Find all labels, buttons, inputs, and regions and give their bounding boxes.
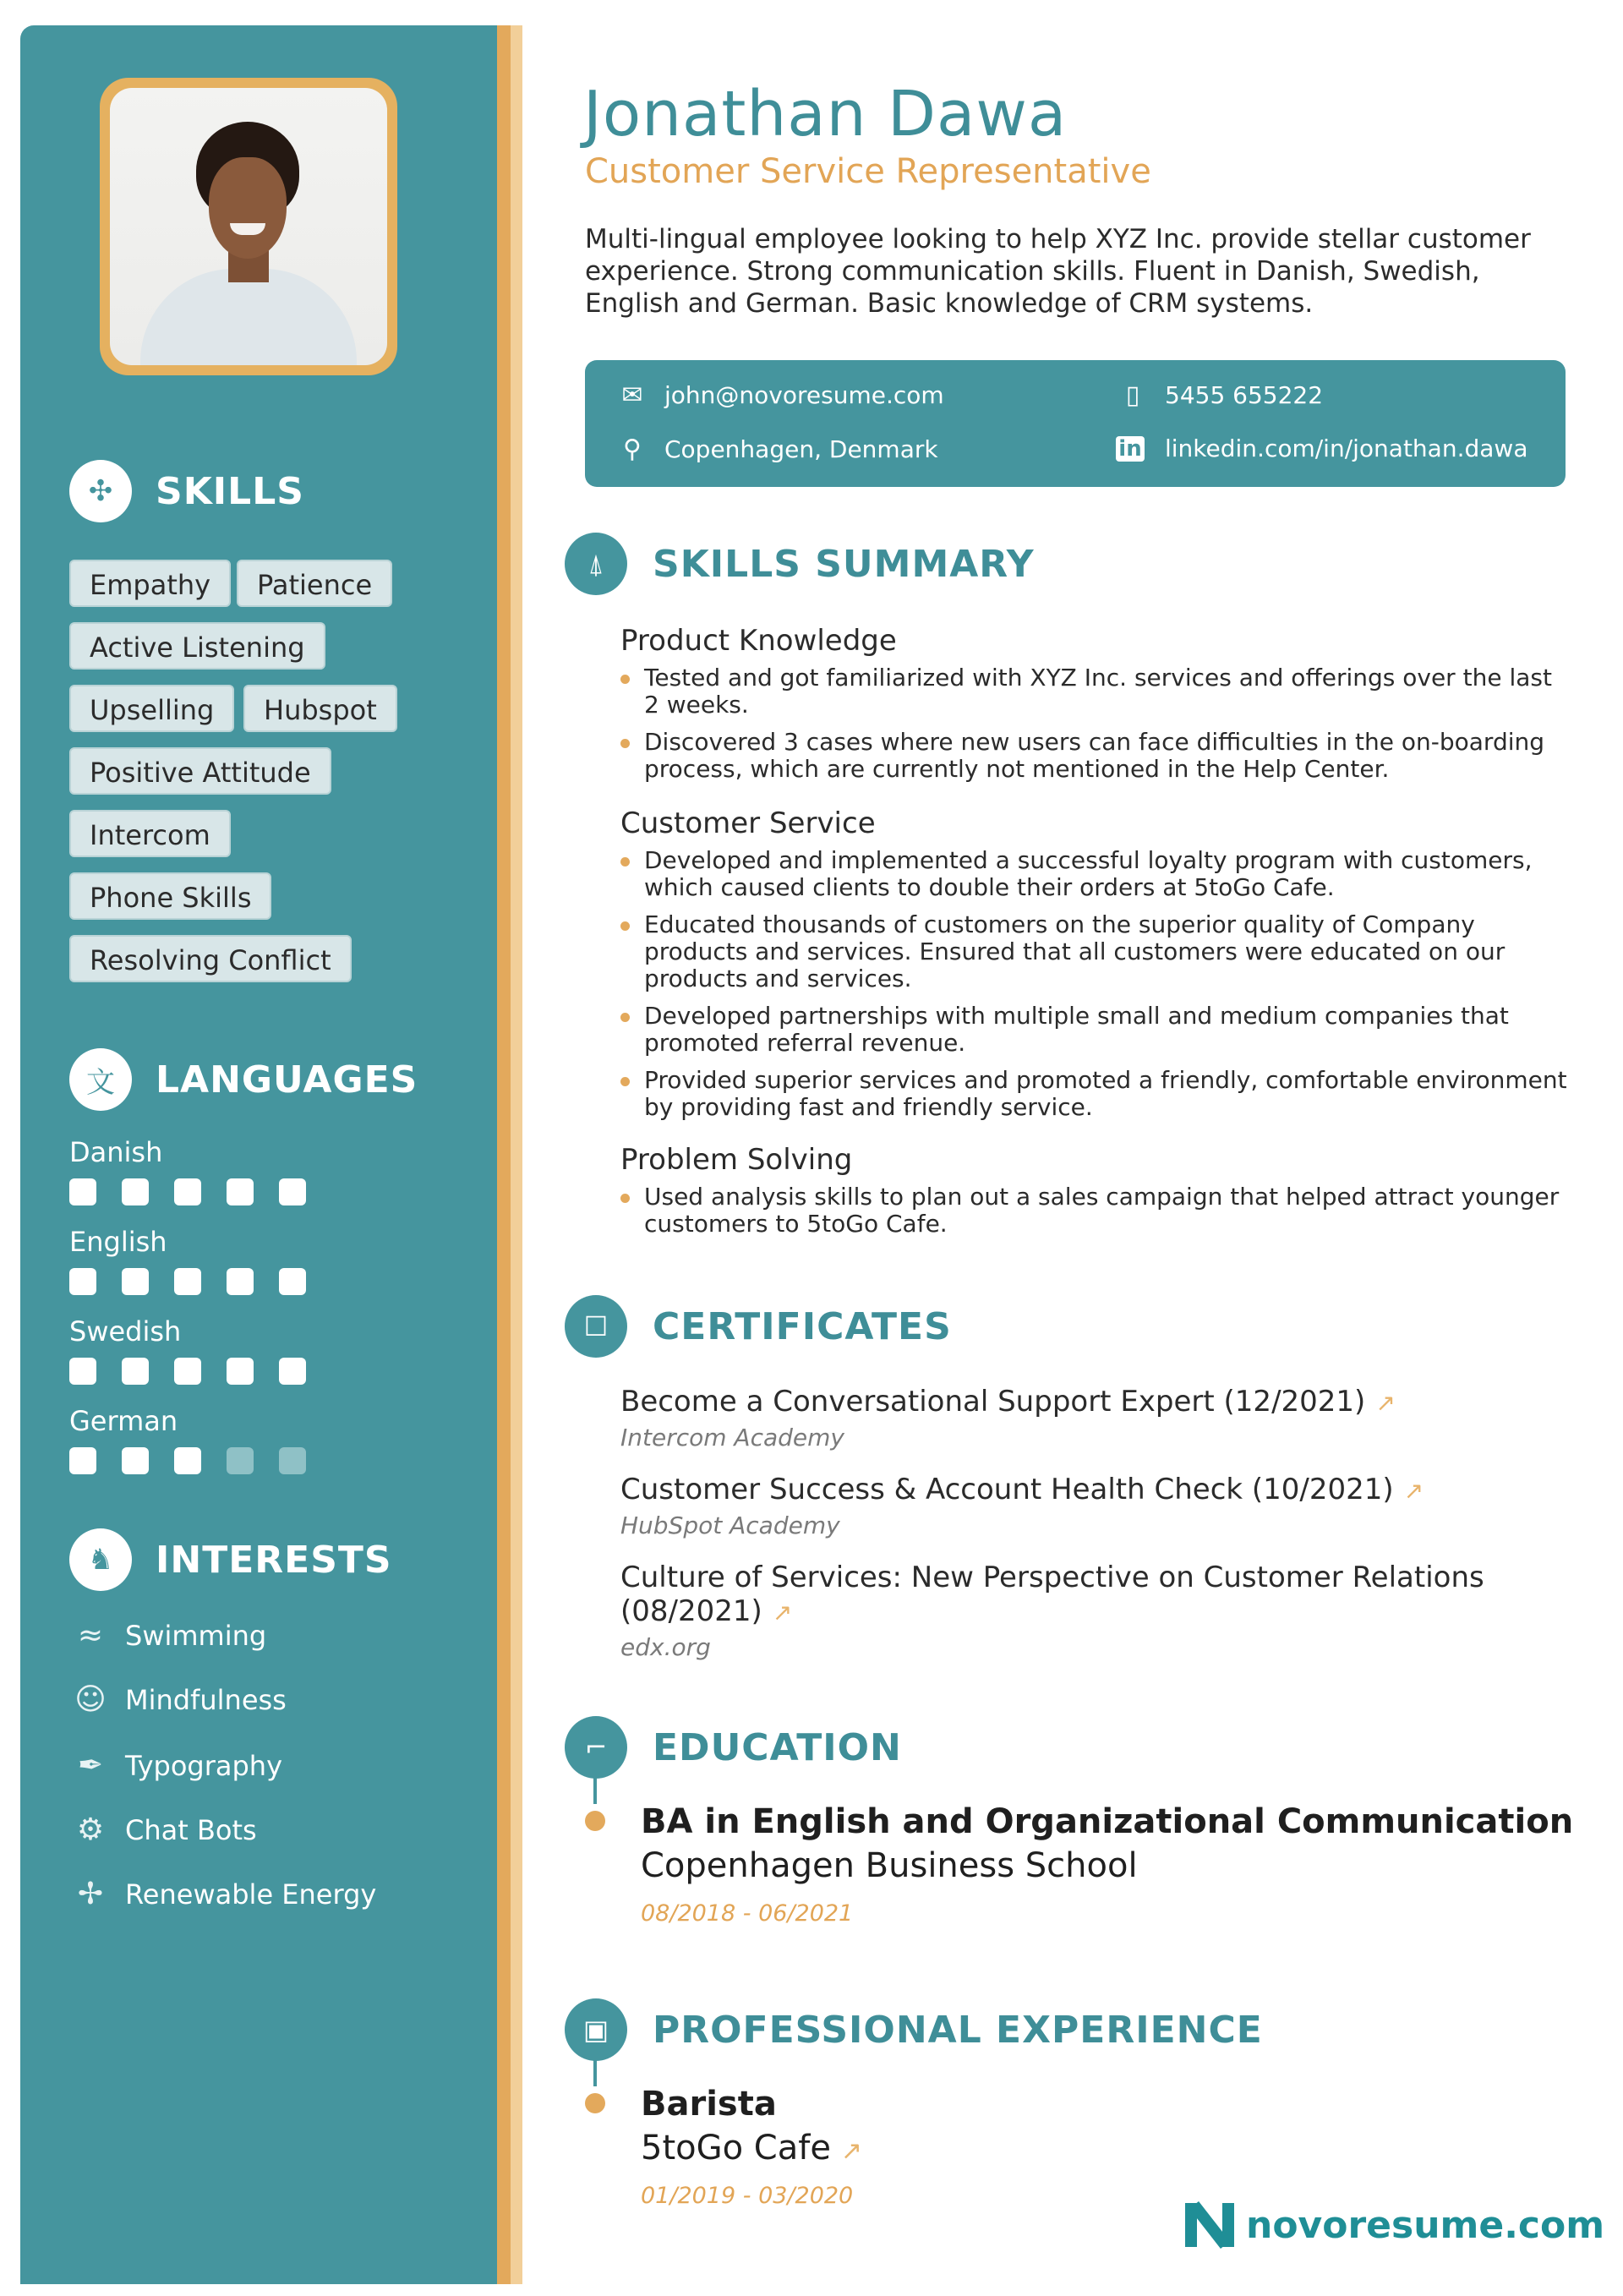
level-dot-filled	[227, 1178, 254, 1205]
certificate-icon: ☐	[565, 1295, 627, 1358]
skill-bullet: Developed and implemented a successful loyalty program with customers, which caused clients to double their orders at 5toGo Cafe.	[620, 847, 1567, 901]
languages-heading	[69, 1048, 418, 1111]
linkedin-icon: in	[1116, 436, 1145, 462]
skill-tag-empathy: Empathy	[69, 560, 231, 607]
email-text: john@novoresume.com	[664, 381, 944, 409]
translate-icon: 文	[69, 1048, 132, 1111]
location-pin-icon: ⚲	[623, 435, 642, 464]
contact-location	[615, 435, 938, 464]
external-link-icon[interactable]: ↗	[1375, 1389, 1396, 1417]
external-link-icon[interactable]: ↗	[772, 1599, 793, 1626]
level-dot-empty	[279, 1447, 306, 1474]
briefcase-icon: ▣	[565, 1998, 627, 2061]
language-name: English	[69, 1226, 167, 1258]
skills-heading	[69, 460, 304, 522]
level-dot-filled	[227, 1268, 254, 1295]
level-dot-filled	[122, 1447, 149, 1474]
brain-icon: ✣	[69, 460, 132, 522]
skill-tag-resolving-conflict: Resolving Conflict	[69, 935, 352, 982]
level-dot-filled	[69, 1178, 96, 1205]
education-heading	[565, 1716, 902, 1779]
skill-bullet: Provided superior services and promoted a friendly, comfortable environment by providing fast and friendly service.	[620, 1067, 1567, 1121]
school: Copenhagen Business School	[641, 1846, 1138, 1885]
experience-heading	[565, 1998, 1263, 2061]
level-dot-filled	[174, 1268, 201, 1295]
contact-phone[interactable]	[1116, 380, 1323, 410]
company-name: 5toGo Cafe	[641, 2129, 831, 2168]
interest-item	[69, 1618, 266, 1653]
skill-bullet: Educated thousands of customers on the superior quality of Company products and services. Ensured that all customers were educated on our products and services.	[620, 911, 1567, 992]
education-title: EDUCATION	[653, 1725, 902, 1769]
skill-tag-active-listening: Active Listening	[69, 622, 325, 670]
skill-tag-hubspot: Hubspot	[243, 685, 397, 732]
language-level-dots	[69, 1268, 306, 1295]
novoresume-logo-icon	[1185, 2203, 1234, 2247]
language-name: Danish	[69, 1136, 163, 1168]
interests-title: INTERESTS	[156, 1538, 392, 1582]
interest-item	[69, 1682, 287, 1717]
level-dot-filled	[122, 1358, 149, 1385]
language-level-dots	[69, 1447, 306, 1474]
interest-item	[69, 1812, 257, 1847]
pen-nib-icon: ✒	[77, 1748, 104, 1783]
interest-label: Chat Bots	[125, 1813, 257, 1846]
brand-text: novoresume.com	[1246, 2203, 1605, 2247]
skill-tag-phone-skills: Phone Skills	[69, 872, 271, 920]
job-position: Barista	[641, 2085, 777, 2124]
level-dot-filled	[122, 1268, 149, 1295]
interests-heading	[69, 1528, 392, 1591]
interest-label: Swimming	[125, 1619, 267, 1652]
skill-tag-upselling: Upselling	[69, 685, 234, 732]
skill-tag-patience: Patience	[237, 560, 392, 607]
candidate-name: Jonathan Dawa	[583, 78, 1068, 150]
contact-box	[585, 360, 1566, 487]
level-dot-filled	[227, 1358, 254, 1385]
level-dot-filled	[69, 1447, 96, 1474]
language-level-dots	[69, 1178, 306, 1205]
sidebar-gold-strip-inner	[511, 25, 522, 2284]
certificates-title: CERTIFICATES	[653, 1304, 952, 1348]
level-dot-filled	[279, 1178, 306, 1205]
skill-bullet: Discovered 3 cases where new users can face difficulties in the on-boarding process, which are currently not mentioned in the Help Center.	[620, 729, 1567, 783]
profile-photo-frame	[100, 78, 397, 375]
language-name: Swedish	[69, 1315, 182, 1348]
level-dot-filled	[122, 1178, 149, 1205]
degree: BA in English and Organizational Communication	[641, 1802, 1574, 1841]
chess-piece-icon: ♞	[69, 1528, 132, 1591]
skills-title: SKILLS	[156, 469, 304, 513]
certificate-org: HubSpot Academy	[620, 1512, 840, 1539]
timeline-line	[593, 2058, 597, 2086]
interest-label: Typography	[125, 1749, 282, 1782]
skills-summary-title: SKILLS SUMMARY	[653, 542, 1035, 586]
compass-icon: ⍋	[565, 533, 627, 595]
certificate-title: Culture of Services: New Perspective on Customer Relations (08/2021)	[620, 1561, 1484, 1628]
graduation-board-icon: ⌐	[565, 1716, 627, 1779]
profile-photo	[110, 88, 387, 365]
level-dot-filled	[69, 1268, 96, 1295]
envelope-icon: ✉	[621, 380, 643, 410]
contact-linkedin[interactable]	[1116, 435, 1527, 462]
experience-dates: 01/2019 - 03/2020	[641, 2183, 854, 2209]
level-dot-filled	[279, 1358, 306, 1385]
skill-bullet: Developed partnerships with multiple small and medium companies that promoted referral revenue.	[620, 1003, 1567, 1057]
interest-label: Renewable Energy	[125, 1878, 377, 1911]
certificate-org: edx.org	[620, 1633, 711, 1661]
skill-bullet: Used analysis skills to plan out a sales campaign that helped attract younger customers to 5toGo Cafe.	[620, 1184, 1567, 1238]
skill-group-heading: Product Knowledge	[620, 624, 897, 658]
certificate-item[interactable]	[620, 1561, 1567, 1630]
skills-summary-heading	[565, 533, 1035, 595]
linkedin-text: linkedin.com/in/jonathan.dawa	[1165, 435, 1528, 462]
experience-title: PROFESSIONAL EXPERIENCE	[653, 2008, 1263, 2052]
skill-bullet: Tested and got familiarized with XYZ Inc. services and offerings over the last 2 weeks.	[620, 664, 1567, 719]
level-dot-filled	[174, 1358, 201, 1385]
profile-summary: Multi-lingual employee looking to help XYZ Inc. provide stellar customer experience. Strong communication skills. Fluent in Danish, Swedish, English and German. Basic knowledge of CRM systems.	[585, 224, 1531, 319]
candidate-role: Customer Service Representative	[585, 152, 1151, 191]
job-company[interactable]	[641, 2129, 862, 2168]
interest-item	[69, 1877, 376, 1911]
meditation-icon: ☺	[74, 1682, 107, 1717]
phone-text: 5455 655222	[1165, 381, 1324, 409]
location-text: Copenhagen, Denmark	[664, 435, 938, 463]
skill-tag-positive-attitude: Positive Attitude	[69, 747, 331, 795]
level-dot-filled	[69, 1358, 96, 1385]
skill-tag-intercom: Intercom	[69, 810, 231, 857]
skill-group-heading: Problem Solving	[620, 1143, 853, 1177]
language-level-dots	[69, 1358, 306, 1385]
external-link-icon[interactable]: ↗	[1403, 1477, 1424, 1505]
certificates-heading	[565, 1295, 952, 1358]
robot-icon: ⚙	[76, 1812, 105, 1847]
novoresume-brand[interactable]	[1185, 2203, 1604, 2247]
external-link-icon[interactable]: ↗	[840, 2136, 863, 2166]
swimming-icon: ≈	[77, 1618, 104, 1653]
wind-turbine-icon: ✢	[77, 1877, 104, 1911]
skill-group-heading: Customer Service	[620, 806, 876, 840]
level-dot-empty	[227, 1447, 254, 1474]
phone-icon: ▯	[1125, 380, 1140, 410]
certificate-title: Become a Conversational Support Expert (12/2021)	[620, 1385, 1366, 1419]
language-name: German	[69, 1405, 178, 1437]
languages-title: LANGUAGES	[156, 1058, 418, 1102]
level-dot-filled	[174, 1447, 201, 1474]
certificate-item[interactable]	[620, 1473, 1567, 1508]
certificate-org: Intercom Academy	[620, 1424, 844, 1451]
timeline-dot	[585, 1811, 605, 1831]
education-dates: 08/2018 - 06/2021	[641, 1900, 854, 1927]
certificate-item[interactable]	[620, 1385, 1567, 1420]
level-dot-filled	[279, 1268, 306, 1295]
level-dot-filled	[174, 1178, 201, 1205]
timeline-dot	[585, 2093, 605, 2113]
contact-email[interactable]	[615, 380, 944, 410]
interest-item	[69, 1748, 282, 1783]
interest-label: Mindfulness	[125, 1683, 287, 1716]
certificate-title: Customer Success & Account Health Check (10/2021)	[620, 1473, 1394, 1506]
timeline-line	[593, 1775, 597, 1804]
